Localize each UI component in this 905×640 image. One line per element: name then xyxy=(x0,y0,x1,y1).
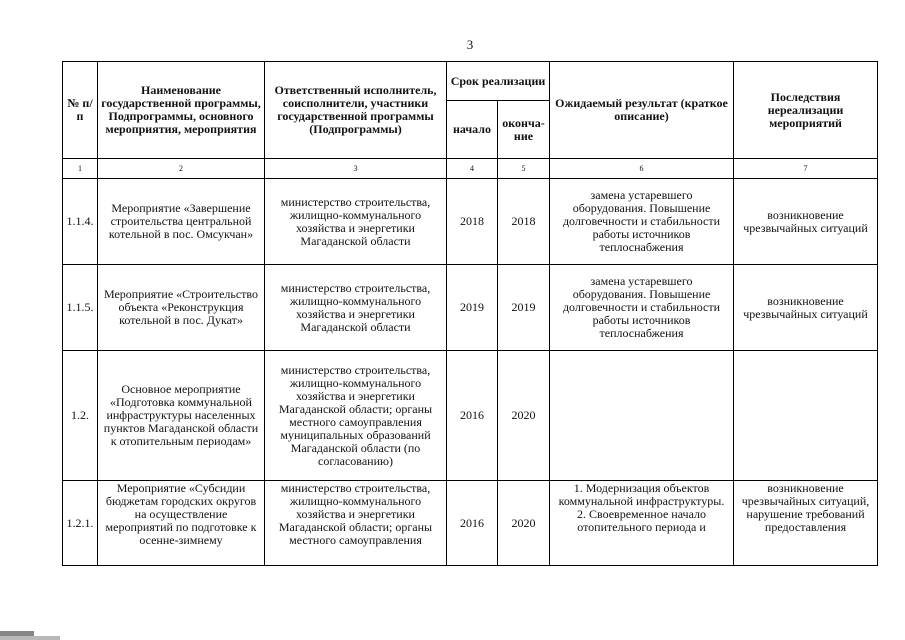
scan-mark xyxy=(0,631,34,636)
measure-name: Мероприятие «Строительство объекта «Реконструкция котельной в пос. Дукат» xyxy=(98,265,265,351)
table-row xyxy=(63,179,878,265)
header-executor: Ответственный исполнитель, соисполнители, участники государственной программы (Подпрограммы) xyxy=(265,62,447,159)
consequences xyxy=(734,351,878,481)
start-year: 2016 xyxy=(447,481,498,566)
header-result: Ожидаемый результат (краткое описание) xyxy=(550,62,734,159)
measure-name: Основное мероприятие «Подготовка коммунальной инфраструктуры населенных пунктов Магаданской области к отопительным периодам» xyxy=(98,351,265,481)
executor: министерство строительства, жилищно-коммунального хозяйства и энергетики Магаданской области xyxy=(265,179,447,265)
column-number: 1 xyxy=(63,159,98,179)
row-number: 1.1.5. xyxy=(63,265,98,351)
scan-marks xyxy=(0,622,905,640)
measures-table xyxy=(62,61,878,566)
table-row xyxy=(63,481,878,566)
expected-result xyxy=(550,481,734,566)
table-row xyxy=(63,351,878,481)
table-row xyxy=(63,265,878,351)
row-number: 1.1.4. xyxy=(63,179,98,265)
executor: министерство строительства, жилищно-коммунального хозяйства и энергетики Магаданской области; органы местного самоуправления муниципальных образований Магаданской области (по согласованию) xyxy=(265,351,447,481)
end-year: 2020 xyxy=(498,481,550,566)
end-year: 2020 xyxy=(498,351,550,481)
column-number: 5 xyxy=(498,159,550,179)
consequences: возникновение чрезвычайных ситуаций xyxy=(734,179,878,265)
consequences xyxy=(734,481,878,566)
start-year: 2019 xyxy=(447,265,498,351)
start-year: 2016 xyxy=(447,351,498,481)
expected-result: замена устаревшего оборудования. Повышение долговечности и стабильности работы источников теплоснабжения xyxy=(550,179,734,265)
measure-name: Мероприятие «Завершение строительства центральной котельной в пос. Омсукчан» xyxy=(98,179,265,265)
page-number: 3 xyxy=(466,37,474,52)
expected-result-text: 1. Модернизация объектов коммунальной инфраструктуры. 2. Своевременное начало отопительного периода и xyxy=(558,482,725,534)
consequences-text: возникновение чрезвычайных ситуаций, нарушение требований предоставления xyxy=(741,482,870,534)
executor-text: министерство строительства, жилищно-коммунального хозяйства и энергетики Магаданской области; органы местного самоуправления xyxy=(278,482,433,547)
consequences: возникновение чрезвычайных ситуаций xyxy=(734,265,878,351)
column-number: 3 xyxy=(265,159,447,179)
column-number-row xyxy=(63,159,878,179)
expected-result xyxy=(550,351,734,481)
scan-mark xyxy=(0,636,60,640)
header-period: Срок реализации xyxy=(447,62,550,101)
start-year: 2018 xyxy=(447,179,498,265)
header-end: оконча-ние xyxy=(498,101,550,159)
row-number: 1.2. xyxy=(63,351,98,481)
column-number: 4 xyxy=(447,159,498,179)
header-consequences: Последствия нереализации мероприятий xyxy=(734,62,878,159)
column-number: 7 xyxy=(734,159,878,179)
end-year: 2018 xyxy=(498,179,550,265)
header-num: № п/п xyxy=(63,62,98,159)
expected-result: замена устаревшего оборудования. Повышение долговечности и стабильности работы источников теплоснабжения xyxy=(550,265,734,351)
executor xyxy=(265,481,447,566)
measure-name xyxy=(98,481,265,566)
measure-name-text: Мероприятие «Субсидии бюджетам городских округов на осуществление мероприятий по подготовке к осенне-зимнему xyxy=(105,482,257,547)
header-row-top xyxy=(63,62,878,101)
row-number: 1.2.1. xyxy=(63,481,98,566)
end-year: 2019 xyxy=(498,265,550,351)
column-number: 2 xyxy=(98,159,265,179)
header-name: Наименование государственной программы, Подпрограммы, основного мероприятия, мероприятия xyxy=(98,62,265,159)
column-number: 6 xyxy=(550,159,734,179)
header-start: начало xyxy=(447,101,498,159)
executor: министерство строительства, жилищно-коммунального хозяйства и энергетики Магаданской области xyxy=(265,265,447,351)
